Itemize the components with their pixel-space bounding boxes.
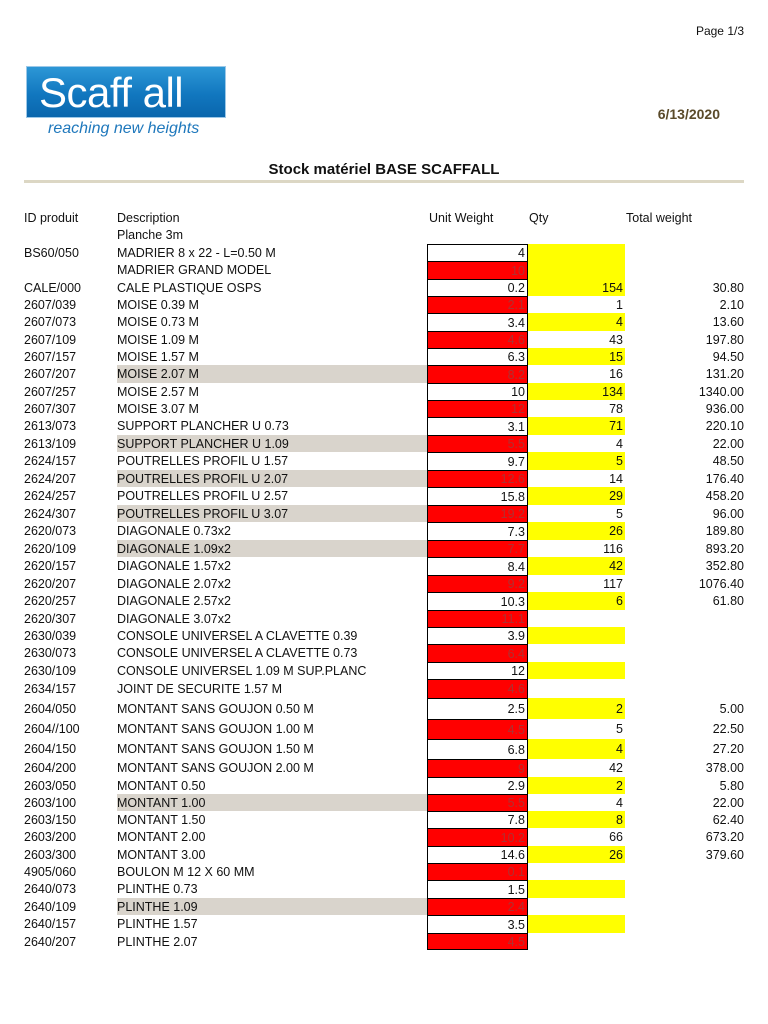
product-description: MOISE 1.09 M xyxy=(117,332,199,347)
product-id: 2624/307 xyxy=(24,506,77,521)
qty-cell xyxy=(528,644,625,662)
qty-cell xyxy=(528,863,625,880)
table-row xyxy=(0,557,768,575)
product-id: 2613/073 xyxy=(24,419,77,433)
unit-weight-cell: 5.5 xyxy=(427,794,528,811)
product-id: 2624/157 xyxy=(24,454,77,468)
table-row xyxy=(0,296,768,313)
product-description: MONTANT 1.50 xyxy=(117,812,206,827)
qty-cell: 29 xyxy=(528,487,625,505)
product-id: 2603/300 xyxy=(24,847,77,862)
product-description: DIAGONALE 2.07x2 xyxy=(117,576,231,591)
qty-cell: 5 xyxy=(616,506,623,521)
header-total-weight: Total weight xyxy=(626,211,693,225)
product-description: CONSOLE UNIVERSEL A CLAVETTE 0.39 xyxy=(117,628,358,643)
total-weight-cell: 22.50 xyxy=(712,722,744,736)
unit-weight-cell: 12.6 xyxy=(427,470,528,487)
total-weight-cell: 131.20 xyxy=(705,367,744,381)
unit-weight-cell: 9.2 xyxy=(427,575,528,592)
product-description: SUPPORT PLANCHER U 0.73 xyxy=(117,419,289,433)
total-weight-cell: 936.00 xyxy=(705,401,744,416)
unit-weight-cell: 1.5 xyxy=(427,880,528,898)
product-description: MADRIER 8 x 22 - L=0.50 M xyxy=(117,245,276,260)
table-row xyxy=(0,348,768,365)
qty-cell: 2 xyxy=(528,698,625,719)
qty-cell: 26 xyxy=(528,846,625,863)
total-weight-cell: 27.20 xyxy=(712,742,744,756)
header-qty: Qty xyxy=(529,211,549,225)
product-id: 2624/207 xyxy=(24,471,77,486)
total-weight-cell: 176.40 xyxy=(705,471,744,486)
unit-weight-cell: 7.7 xyxy=(427,540,528,557)
product-id: 2630/073 xyxy=(24,646,77,660)
total-weight-cell: 378.00 xyxy=(705,761,744,775)
total-weight-cell: 1076.40 xyxy=(698,576,744,591)
product-description: MONTANT SANS GOUJON 2.00 M xyxy=(117,761,314,775)
unit-weight-cell: 4.5 xyxy=(427,933,528,950)
qty-cell xyxy=(528,898,625,915)
qty-cell: 4 xyxy=(528,739,625,759)
product-id: 2607/207 xyxy=(24,367,77,381)
total-weight-cell: 22.00 xyxy=(712,436,744,451)
total-weight-cell: 30.80 xyxy=(712,280,744,295)
product-description: MONTANT SANS GOUJON 0.50 M xyxy=(117,701,314,716)
unit-weight-cell: 15.8 xyxy=(427,487,528,505)
qty-cell xyxy=(528,610,625,627)
product-description: MOISE 2.07 M xyxy=(117,367,199,381)
table-row xyxy=(0,794,768,811)
qty-cell: 6 xyxy=(528,592,625,610)
product-id: CALE/000 xyxy=(24,280,81,295)
unit-weight-cell: 3.9 xyxy=(427,627,528,644)
table-row xyxy=(0,279,768,296)
qty-cell: 78 xyxy=(609,401,623,416)
product-id: 4905/060 xyxy=(24,864,77,879)
product-description: MOISE 2.57 M xyxy=(117,384,199,399)
table-row xyxy=(0,331,768,348)
unit-weight-cell: 6.4 xyxy=(427,644,528,662)
product-description: PLINTHE 2.07 xyxy=(117,934,198,949)
unit-weight-cell: 2.4 xyxy=(427,898,528,915)
total-weight-cell: 2.10 xyxy=(719,297,744,312)
qty-cell xyxy=(528,679,625,698)
total-weight-cell: 22.00 xyxy=(712,795,744,810)
product-id: 2604/150 xyxy=(24,742,77,756)
product-description: JOINT DE SECURITE 1.57 M xyxy=(117,681,283,696)
qty-cell: 2 xyxy=(528,777,625,794)
qty-cell: 8 xyxy=(528,811,625,828)
product-description: DIAGONALE 1.57x2 xyxy=(117,559,231,573)
unit-weight-cell: 3.4 xyxy=(427,313,528,331)
product-description: CALE PLASTIQUE OSPS xyxy=(117,280,262,295)
unit-weight-cell: 7.8 xyxy=(427,811,528,828)
table-row xyxy=(0,828,768,846)
table-row xyxy=(0,417,768,435)
header-unit-weight: Unit Weight xyxy=(429,211,494,225)
page-number: Page 1/3 xyxy=(695,24,744,38)
table-row xyxy=(0,470,768,487)
unit-weight-cell: 9.7 xyxy=(427,452,528,470)
product-description: MOISE 1.57 M xyxy=(117,349,199,364)
unit-weight-cell: 12 xyxy=(427,400,528,417)
product-description: POUTRELLES PROFIL U 2.07 xyxy=(117,471,289,486)
product-id: 2604/200 xyxy=(24,761,77,775)
unit-weight-cell: 0.2 xyxy=(427,279,528,296)
product-id: 2607/039 xyxy=(24,297,77,312)
report-date: 6/13/2020 xyxy=(657,106,720,122)
product-id: 2607/257 xyxy=(24,384,77,399)
unit-weight-cell: 14.6 xyxy=(427,846,528,863)
unit-weight-cell: 10 xyxy=(427,261,528,279)
table-row xyxy=(0,610,768,627)
table-row xyxy=(0,592,768,610)
unit-weight-cell: 5.5 xyxy=(427,435,528,452)
table-row xyxy=(0,863,768,880)
product-description: POUTRELLES PROFIL U 3.07 xyxy=(117,506,289,521)
product-id: 2640/157 xyxy=(24,917,77,931)
product-id: 2607/307 xyxy=(24,401,77,416)
product-id: 2603/150 xyxy=(24,812,77,827)
unit-weight-cell: 10.3 xyxy=(427,592,528,610)
table-row xyxy=(0,313,768,331)
table-row xyxy=(0,487,768,505)
unit-weight-cell: 9 xyxy=(427,759,528,777)
logo-tagline: reaching new heights xyxy=(48,120,200,137)
product-id: 2607/109 xyxy=(24,332,77,347)
header-description: Description xyxy=(117,211,180,225)
unit-weight-cell: 7.3 xyxy=(427,522,528,540)
product-description: MADRIER GRAND MODEL xyxy=(117,263,272,277)
page-title: Stock matériel BASE SCAFFALL xyxy=(268,161,500,178)
product-id: 2630/039 xyxy=(24,628,77,643)
unit-weight-cell: 10.2 xyxy=(427,828,528,846)
unit-weight-cell: 6.8 xyxy=(427,739,528,759)
qty-cell: 71 xyxy=(528,417,625,435)
table-row xyxy=(0,244,768,261)
qty-cell xyxy=(528,244,625,261)
product-id: 2620/257 xyxy=(24,594,77,608)
qty-cell: 43 xyxy=(609,332,623,347)
total-weight-cell: 48.50 xyxy=(712,454,744,468)
total-weight-cell: 5.00 xyxy=(719,701,744,716)
qty-cell xyxy=(528,933,625,950)
unit-weight-cell: 2.5 xyxy=(427,698,528,719)
total-weight-cell: 94.50 xyxy=(712,349,744,364)
product-id: 2624/257 xyxy=(24,489,77,503)
total-weight-cell: 893.20 xyxy=(705,541,744,556)
table-row xyxy=(0,662,768,679)
qty-cell: 5 xyxy=(616,722,623,736)
product-description: DIAGONALE 0.73x2 xyxy=(117,524,231,538)
table-row xyxy=(0,522,768,540)
total-weight-cell: 189.80 xyxy=(705,524,744,538)
total-weight-cell: 62.40 xyxy=(712,812,744,827)
product-id: 2603/200 xyxy=(24,830,77,844)
product-description: DIAGONALE 1.09x2 xyxy=(117,541,231,556)
product-description: MONTANT 0.50 xyxy=(117,778,206,793)
subheader: Planche 3m xyxy=(117,228,184,242)
product-description: MOISE 0.73 M xyxy=(117,315,199,329)
table-row xyxy=(0,261,768,279)
qty-cell: 1 xyxy=(616,297,623,312)
unit-weight-cell: 3.5 xyxy=(427,915,528,933)
product-id: 2640/109 xyxy=(24,899,77,914)
product-description: PLINTHE 0.73 xyxy=(117,882,198,896)
product-id: 2603/100 xyxy=(24,795,77,810)
qty-cell: 5 xyxy=(528,452,625,470)
table-row xyxy=(0,846,768,863)
product-id: 2620/307 xyxy=(24,611,77,626)
product-id: 2604//100 xyxy=(24,722,80,736)
qty-cell: 42 xyxy=(528,557,625,575)
total-weight-cell: 197.80 xyxy=(705,332,744,347)
product-description: MONTANT 1.00 xyxy=(117,795,206,810)
table-row xyxy=(0,679,768,698)
unit-weight-cell: 2.9 xyxy=(427,777,528,794)
unit-weight-cell: 0.1 xyxy=(427,863,528,880)
qty-cell: 16 xyxy=(609,367,623,381)
table-row xyxy=(0,452,768,470)
product-description: CONSOLE UNIVERSEL A CLAVETTE 0.73 xyxy=(117,646,358,660)
product-id: 2640/073 xyxy=(24,882,77,896)
unit-weight-cell: 8.4 xyxy=(427,557,528,575)
unit-weight-cell: 10 xyxy=(427,383,528,400)
table-row xyxy=(0,698,768,719)
unit-weight-cell: 6.3 xyxy=(427,348,528,365)
table-row xyxy=(0,365,768,383)
product-description: MONTANT 3.00 xyxy=(117,847,206,862)
title-divider xyxy=(24,180,744,183)
product-description: POUTRELLES PROFIL U 1.57 xyxy=(117,454,289,468)
unit-weight-cell: 4.5 xyxy=(427,719,528,739)
product-id: 2634/157 xyxy=(24,681,77,696)
qty-cell: 42 xyxy=(609,761,623,775)
qty-cell: 154 xyxy=(528,279,625,296)
table-row xyxy=(0,400,768,417)
product-description: POUTRELLES PROFIL U 2.57 xyxy=(117,489,289,503)
total-weight-cell: 458.20 xyxy=(705,489,744,503)
product-id: 2604/050 xyxy=(24,701,77,716)
table-row xyxy=(0,777,768,794)
qty-cell xyxy=(528,915,625,933)
qty-cell: 117 xyxy=(603,576,623,591)
product-description: MONTANT 2.00 xyxy=(117,830,206,844)
product-description: SUPPORT PLANCHER U 1.09 xyxy=(117,436,289,451)
table-row xyxy=(0,898,768,915)
qty-cell: 26 xyxy=(528,522,625,540)
table-row xyxy=(0,739,768,759)
unit-weight-cell: 3.1 xyxy=(427,417,528,435)
total-weight-cell: 379.60 xyxy=(705,847,744,862)
table-row xyxy=(0,383,768,400)
total-weight-cell: 96.00 xyxy=(712,506,744,521)
unit-weight-cell: 8.2 xyxy=(427,365,528,383)
product-description: DIAGONALE 2.57x2 xyxy=(117,594,231,608)
total-weight-cell: 13.60 xyxy=(712,315,744,329)
product-description: MOISE 0.39 M xyxy=(117,297,199,312)
total-weight-cell: 352.80 xyxy=(705,559,744,573)
qty-cell xyxy=(528,261,625,279)
qty-cell: 66 xyxy=(609,830,623,844)
logo-box xyxy=(26,66,226,118)
table-row xyxy=(0,759,768,777)
total-weight-cell: 1340.00 xyxy=(698,384,744,399)
table-row xyxy=(0,933,768,950)
table-row xyxy=(0,644,768,662)
product-description: DIAGONALE 3.07x2 xyxy=(117,611,231,626)
product-id: 2620/073 xyxy=(24,524,77,538)
product-description: MONTANT SANS GOUJON 1.00 M xyxy=(117,722,314,736)
table-row xyxy=(0,915,768,933)
total-weight-cell: 220.10 xyxy=(705,419,744,433)
qty-cell: 4 xyxy=(616,436,623,451)
qty-cell xyxy=(528,880,625,898)
product-description: PLINTHE 1.57 xyxy=(117,917,198,931)
unit-weight-cell: 4.6 xyxy=(427,679,528,698)
total-weight-cell: 61.80 xyxy=(712,594,744,608)
logo-word: Scaff all xyxy=(39,69,184,116)
qty-cell xyxy=(528,627,625,644)
header-id: ID produit xyxy=(24,211,79,225)
product-id: 2620/157 xyxy=(24,559,77,573)
qty-cell: 4 xyxy=(528,313,625,331)
product-id: 2607/073 xyxy=(24,315,77,329)
table-row xyxy=(0,575,768,592)
unit-weight-cell: 19.2 xyxy=(427,505,528,522)
product-description: MONTANT SANS GOUJON 1.50 M xyxy=(117,742,314,756)
unit-weight-cell: 4 xyxy=(427,244,528,261)
qty-cell: 116 xyxy=(603,541,623,556)
product-description: CONSOLE UNIVERSEL 1.09 M SUP.PLANC xyxy=(117,663,367,678)
qty-cell xyxy=(528,662,625,679)
total-weight-cell: 673.20 xyxy=(705,830,744,844)
qty-cell: 134 xyxy=(528,383,625,400)
unit-weight-cell: 2.1 xyxy=(427,296,528,313)
scaffall-logo xyxy=(26,66,226,140)
qty-cell: 14 xyxy=(609,471,623,486)
product-id: BS60/050 xyxy=(24,245,79,260)
product-description: PLINTHE 1.09 xyxy=(117,899,198,914)
product-description: MOISE 3.07 M xyxy=(117,401,199,416)
unit-weight-cell: 12 xyxy=(427,662,528,679)
product-id: 2607/157 xyxy=(24,349,77,364)
table-row xyxy=(0,627,768,644)
product-id: 2630/109 xyxy=(24,663,77,678)
table-row xyxy=(0,880,768,898)
unit-weight-cell: 11.1 xyxy=(427,610,528,627)
product-id: 2613/109 xyxy=(24,436,77,451)
qty-cell: 15 xyxy=(528,348,625,365)
product-id: 2620/207 xyxy=(24,576,77,591)
product-id: 2620/109 xyxy=(24,541,77,556)
table-row xyxy=(0,811,768,828)
product-description: BOULON M 12 X 60 MM xyxy=(117,864,255,879)
table-row xyxy=(0,505,768,522)
product-id: 2603/050 xyxy=(24,778,77,793)
qty-cell: 4 xyxy=(616,795,623,810)
total-weight-cell: 5.80 xyxy=(719,778,744,793)
product-id: 2640/207 xyxy=(24,934,77,949)
unit-weight-cell: 4.6 xyxy=(427,331,528,348)
table-row xyxy=(0,719,768,739)
table-row xyxy=(0,435,768,452)
table-row xyxy=(0,540,768,557)
